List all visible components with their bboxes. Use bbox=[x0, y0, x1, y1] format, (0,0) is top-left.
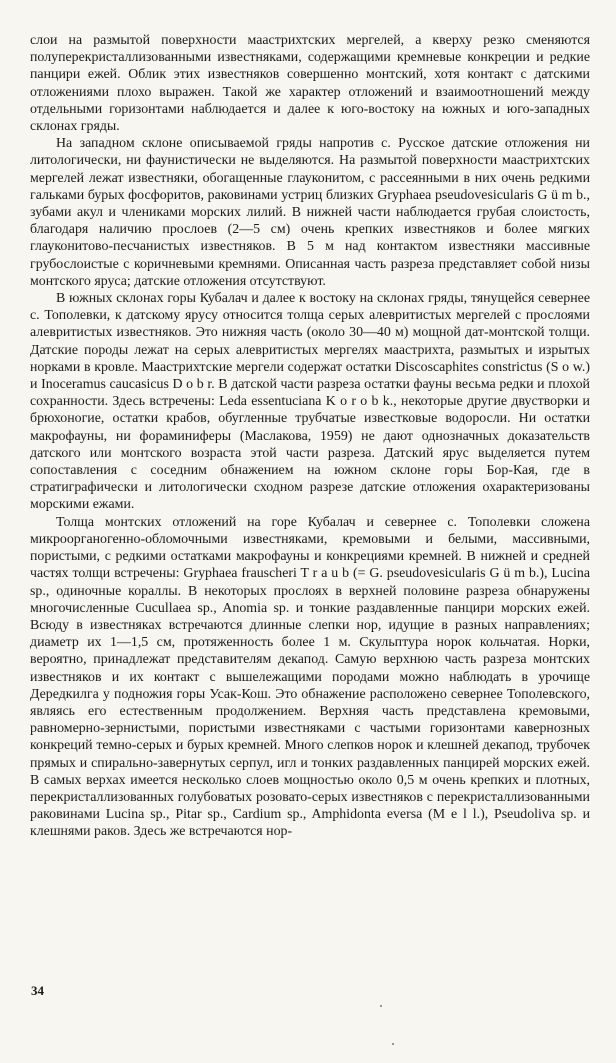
scan-speck bbox=[392, 1043, 394, 1045]
paragraph: Толща монтских отложений на горе Кубалач и севернее с. Тополевки сложена микроорганогенно-обломочными известняками, кремовыми и белыми, массивными, пористыми, с редкими остатками макрофауны и конкрециями кремней. В нижней и средней частях толщи встречены: Gryphaea frauscheri T r a u b (= G. pseudovesicularis G ü m b.), Lucina sp., одиночные кораллы. В некоторых прослоях в верхней половине разреза обнаружены многочисленные Cucullaea sp., Anomia sp. и тонкие раздавленные панцири морских ежей. Всюду в известняках встречаются длинные слепки нор, идущие в разных направлениях; диаметр их 1—1,5 см, протяженность более 1 м. Скульптура норок кольчатая. Норки, вероятно, принадлежат представителям декапод. Самую верхнюю часть разреза монтских известняков и их контакт с вышележащими породами можно наблюдать в урочище Дередкилга у подножия горы Усак-Кош. Это обнажение расположено севернее Тополевского, являясь его естественным продолжением. Верхняя часть представлена кремовыми, равномерно-зернистыми, пористыми известняками с частыми горизонтами кавернозных конкреций темно-серых и бурых кремней. Много слепков норок и клешней декапод, трубочек прямых и спирально-завернутых серпул, игл и тонких раздавленных панцирей морских ежей. В самых верхах имеется несколько слоев мощностью около 0,5 м очень крепких и плотных, перекристаллизованных голубоватых розовато-серых известняков с перекристаллизованными раковинами Lucina sp., Pitar sp., Cardium sp., Amphidonta eversa (M e l l.), Pseudoliva sp. и клешнями раков. Здесь же встречаются нор- bbox=[30, 514, 590, 840]
paragraph: В южных склонах горы Кубалач и далее к востоку на склонах гряды, тянущейся севернее с. Тополевки, к датскому ярусу относится толща серых алевритистых мергелей с прослоями алевритистых известняков. Это нижняя часть (около 30—40 м) мощной дат-монтской толщи. Датские породы лежат на серых алевритистых мергелях маастрихта, размытых и изрытых норками в кровле. Маастрихтские мергели содержат остатки Discoscaphites constrictus (S o w.) и Inoceramus caucasicus D o b r. В датской части разреза остатки фауны весьма редки и плохой сохранности. Здесь встречены: Leda essentuciana K o r o b k., некоторые другие двустворки и брюхоногие, остатки крабов, обугленные трубчатые известковые водоросли. Ни остатки макрофауны, ни фораминиферы (Маслакова, 1959) не дают однозначных доказательств датского или монтского возраста этой части разреза. Датский ярус выделяется путем сопоставления с соседним обнажением на южном склоне горы Бор-Кая, где в стратиграфически и литологически сходном разрезе датские отложения охарактеризованы морскими ежами. bbox=[30, 291, 590, 513]
paragraph: На западном склоне описываемой гряды напротив с. Русское датские отложения ни литологически, ни фаунистически не выделяются. На размытой поверхности маастрихтских мергелей лежат известняки, обогащенные глауконитом, с рассеянными в них очень редкими гальками бурых фосфоритов, раковинами устриц близких Gryphaea pseudovesicularis G ü m b., зубами акул и члениками морских лилий. В нижней части наблюдается грубая слоистость, благодаря наличию прослоев (2—5 см) очень крепких известняков и более мягких глауконитово-песчанистых известняков. В 5 м над контактом известняки массивные грубослоистые с коричневыми кремнями. Описанная часть разреза представляет собой низы монтского яруса; датские отложения отсутствуют. bbox=[30, 136, 590, 289]
body-text bbox=[30, 32, 590, 841]
page-number: 34 bbox=[31, 983, 44, 998]
paragraph: слои на размытой поверхности маастрихтских мергелей, а кверху резко сменяются полуперекристаллизованными известняками, содержащими кремневые конкреции и редкие панцири ежей. Облик этих известняков совершенно монтский, хотя контакт с датскими отложениями плохо выражен. Такой же характер отложений и взаимоотношений между отдельными горизонтами наблюдается и далее к юго-востоку на южных и юго-западных склонах гряды. bbox=[30, 33, 590, 135]
scan-speck bbox=[380, 1005, 382, 1007]
